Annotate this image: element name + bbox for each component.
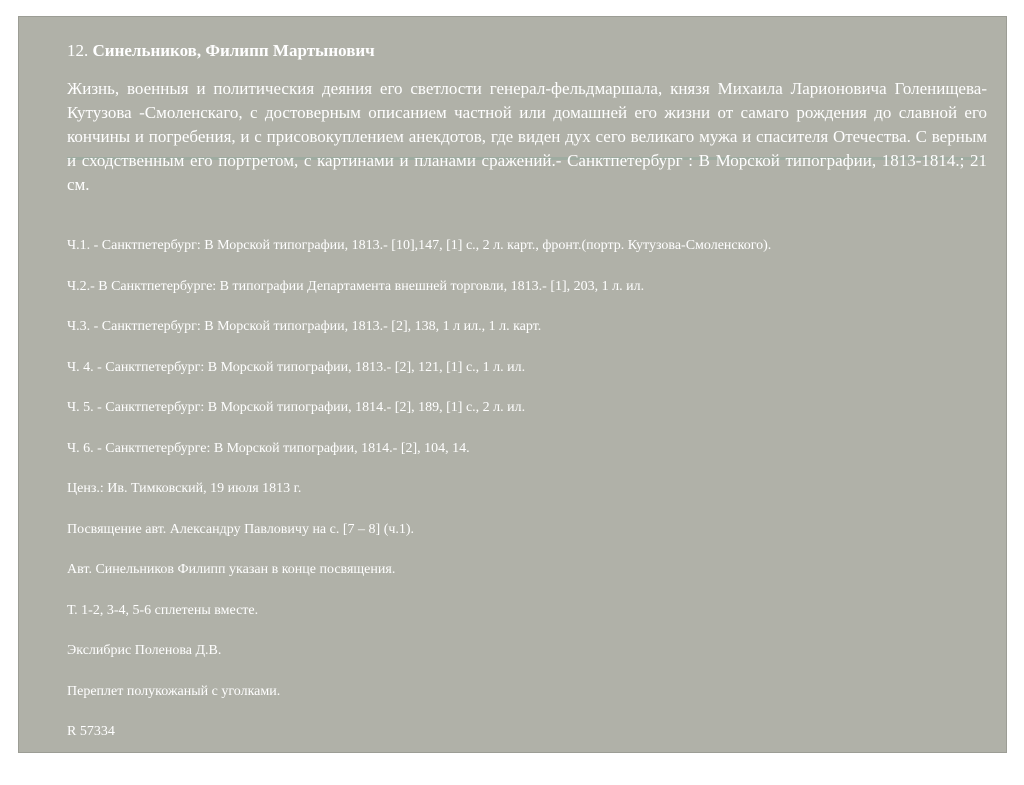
note-shelfmark: R 57334 <box>67 724 115 739</box>
next-entry-partial: 13. Жуйкевич, Петр (1790 – 1851) <box>67 763 311 782</box>
entry-number: 12. <box>67 41 89 60</box>
note-censor: Ценз.: Ив. Тимковский, 19 июля 1813 г. <box>67 481 302 496</box>
entry-heading <box>67 39 987 63</box>
note-part-6: Ч. 6. - Санктпетербурге: В Морской типографии, 1814.- [2], 104, 14. <box>67 441 470 456</box>
note-part-5: Ч. 5. - Санктпетербург: В Морской типографии, 1814.- [2], 189, [1] с., 2 л. ил. <box>67 400 526 415</box>
note-part-2: Ч.2.- В Санктпетербурге: В типографии Департамента внешней торговли, 1813.- [1], 203, 1 л. ил. <box>67 279 645 294</box>
note-part-4: Ч. 4. - Санктпетербург: В Морской типографии, 1813.- [2], 121, [1] с., 1 л. ил. <box>67 360 526 375</box>
slide <box>18 16 1007 782</box>
note-part-1: Ч.1. - Санктпетербург: В Морской типографии, 1813.- [10],147, [1] с., 2 л. карт., фронт.(портр. Кутузова-Смоленского). <box>67 238 772 253</box>
note-binding: Переплет полукожаный с уголками. <box>67 684 281 699</box>
entry-author: Синельников, Филипп Мартынович <box>92 41 375 60</box>
note-dedication: Посвящение авт. Александру Павловичу на с. [7 – 8] (ч.1). <box>67 522 415 537</box>
note-exlibris: Экслибрис Поленова Д.В. <box>67 643 222 658</box>
note-author: Авт. Синельников Филипп указан в конце посвящения. <box>67 562 396 577</box>
entry-title: Жизнь, военныя и политическия деяния его светлости генерал-фельдмаршала, князя Михаила Ларионовича Голенищева-Кутузова -Смоленскаго, с достоверным описанием частной или домашней его жизни от самаго рождения до славной его кончины и погребения, и с присовокуплением анекдотов, где виден дух сего великаго мужа и спасителя Отечества. С верным и сходственным его портретом, с картинами и планами сражений.- Санктпетербург : В Морской типографии, 1813-1814.; 21 см. <box>67 79 987 194</box>
catalog-entry <box>67 39 987 782</box>
note-binding-volumes: Т. 1-2, 3-4, 5-6 сплетены вместе. <box>67 603 259 618</box>
note-part-3: Ч.3. - Санктпетербург: В Морской типографии, 1813.- [2], 138, 1 л ил., 1 л. карт. <box>67 319 542 334</box>
